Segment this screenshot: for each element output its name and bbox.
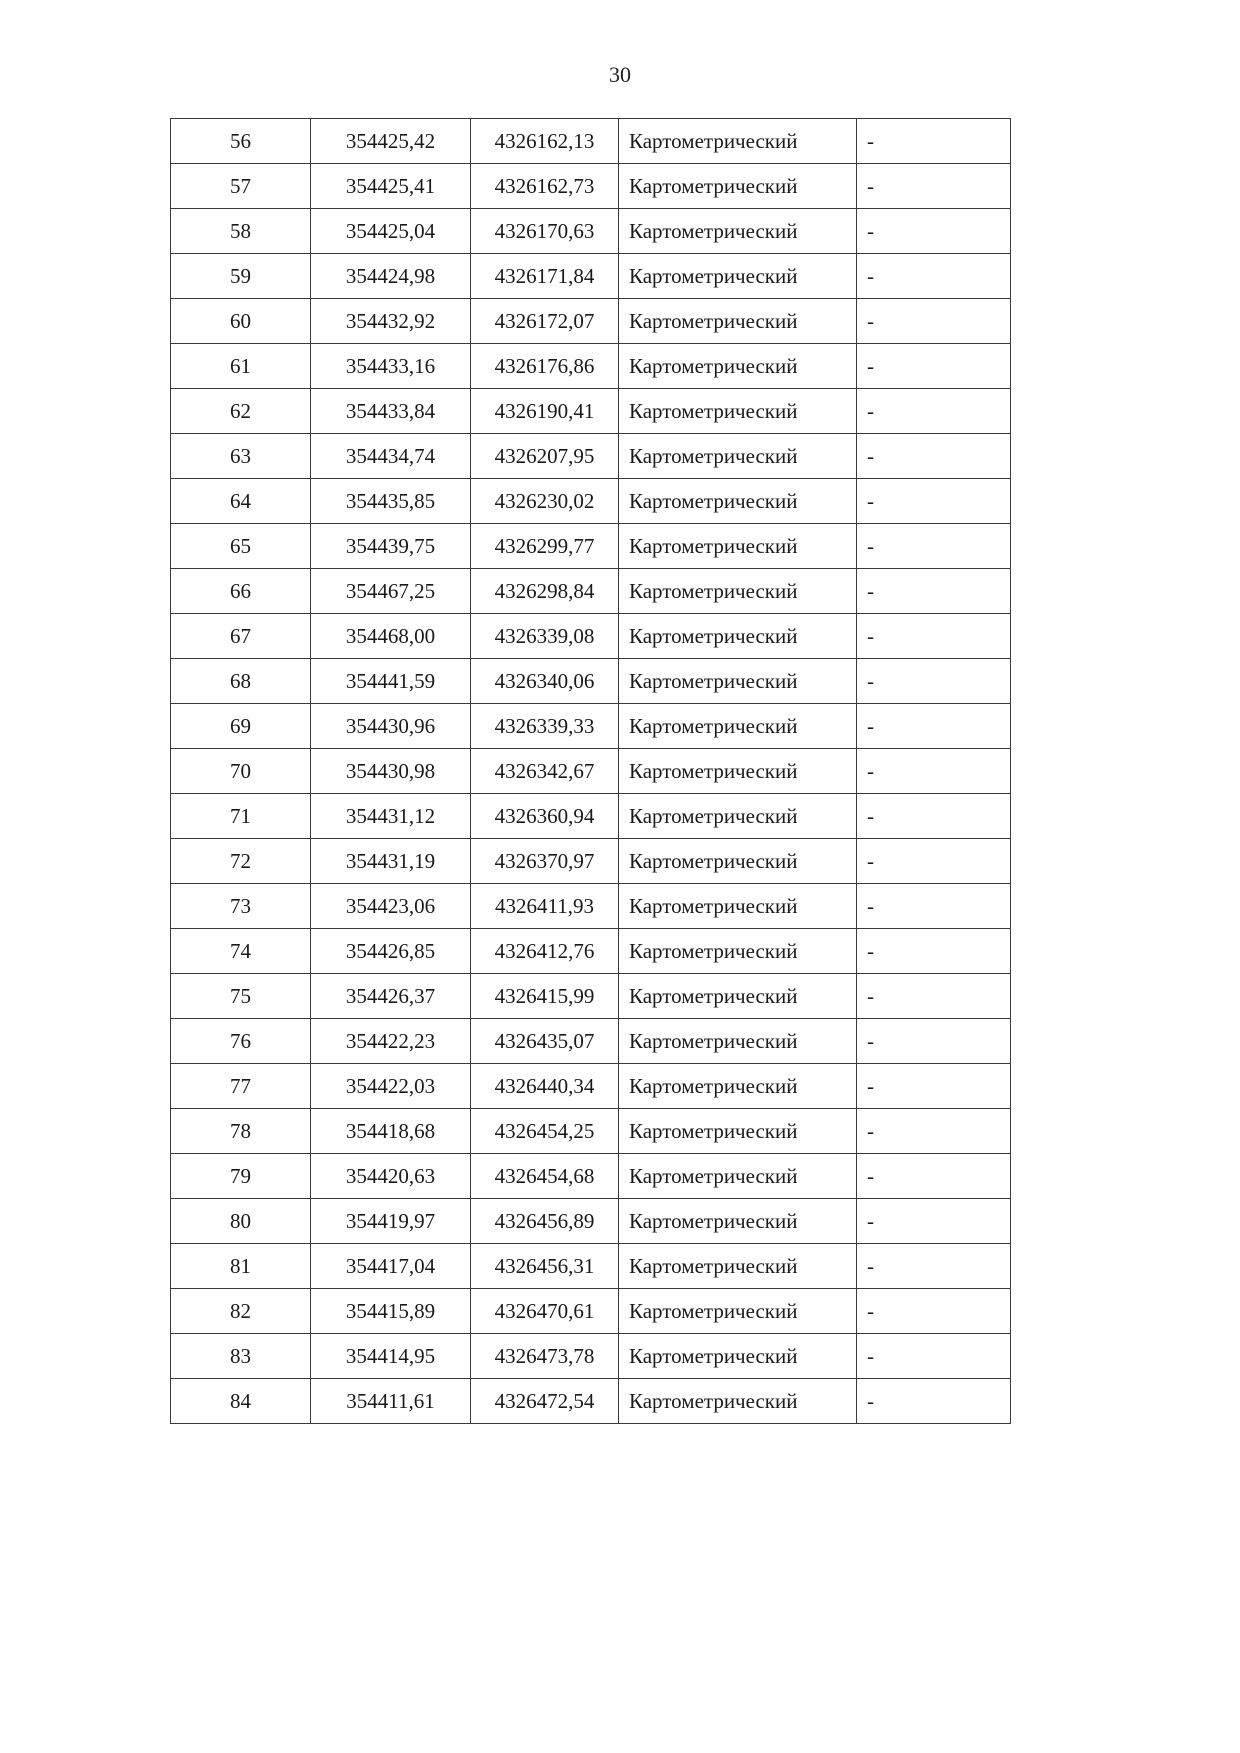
coord-y-cell: 4326456,89	[471, 1199, 619, 1244]
coord-x-cell: 354431,12	[311, 794, 471, 839]
table-row	[171, 929, 1011, 974]
note-cell: -	[857, 794, 1011, 839]
coord-y-cell: 4326470,61	[471, 1289, 619, 1334]
coord-x-cell: 354422,23	[311, 1019, 471, 1064]
coord-y-cell: 4326190,41	[471, 389, 619, 434]
coord-x-cell: 354425,42	[311, 119, 471, 164]
coord-y-cell: 4326473,78	[471, 1334, 619, 1379]
note-cell: -	[857, 659, 1011, 704]
point-number-cell: 78	[171, 1109, 311, 1154]
note-cell: -	[857, 1289, 1011, 1334]
coord-y-cell: 4326411,93	[471, 884, 619, 929]
point-number-cell: 82	[171, 1289, 311, 1334]
coord-y-cell: 4326170,63	[471, 209, 619, 254]
method-cell: Картометрический	[619, 299, 857, 344]
point-number-cell: 75	[171, 974, 311, 1019]
point-number-cell: 72	[171, 839, 311, 884]
coord-x-cell: 354439,75	[311, 524, 471, 569]
table-row	[171, 1019, 1011, 1064]
coord-y-cell: 4326176,86	[471, 344, 619, 389]
coord-x-cell: 354430,96	[311, 704, 471, 749]
coord-y-cell: 4326339,08	[471, 614, 619, 659]
coord-y-cell: 4326340,06	[471, 659, 619, 704]
table-row	[171, 569, 1011, 614]
coord-x-cell: 354415,89	[311, 1289, 471, 1334]
note-cell: -	[857, 209, 1011, 254]
point-number-cell: 71	[171, 794, 311, 839]
coord-y-cell: 4326456,31	[471, 1244, 619, 1289]
note-cell: -	[857, 569, 1011, 614]
method-cell: Картометрический	[619, 1379, 857, 1424]
note-cell: -	[857, 1109, 1011, 1154]
coord-x-cell: 354425,04	[311, 209, 471, 254]
point-number-cell: 66	[171, 569, 311, 614]
coord-x-cell: 354414,95	[311, 1334, 471, 1379]
coord-y-cell: 4326339,33	[471, 704, 619, 749]
note-cell: -	[857, 119, 1011, 164]
method-cell: Картометрический	[619, 1154, 857, 1199]
table-row	[171, 749, 1011, 794]
coord-x-cell: 354431,19	[311, 839, 471, 884]
table-row	[171, 299, 1011, 344]
note-cell: -	[857, 389, 1011, 434]
point-number-cell: 67	[171, 614, 311, 659]
table-row	[171, 1199, 1011, 1244]
coord-y-cell: 4326207,95	[471, 434, 619, 479]
note-cell: -	[857, 749, 1011, 794]
table-row	[171, 344, 1011, 389]
note-cell: -	[857, 254, 1011, 299]
method-cell: Картометрический	[619, 704, 857, 749]
note-cell: -	[857, 299, 1011, 344]
method-cell: Картометрический	[619, 614, 857, 659]
point-number-cell: 65	[171, 524, 311, 569]
coord-y-cell: 4326299,77	[471, 524, 619, 569]
table-row	[171, 1244, 1011, 1289]
table-row	[171, 794, 1011, 839]
page-number: 30	[609, 62, 631, 87]
table-row	[171, 1379, 1011, 1424]
coordinates-table	[170, 118, 1011, 1424]
note-cell: -	[857, 1334, 1011, 1379]
note-cell: -	[857, 974, 1011, 1019]
coord-y-cell: 4326415,99	[471, 974, 619, 1019]
coord-y-cell: 4326370,97	[471, 839, 619, 884]
table-row	[171, 254, 1011, 299]
coord-x-cell: 354468,00	[311, 614, 471, 659]
coord-y-cell: 4326472,54	[471, 1379, 619, 1424]
coord-x-cell: 354467,25	[311, 569, 471, 614]
coord-x-cell: 354434,74	[311, 434, 471, 479]
point-number-cell: 81	[171, 1244, 311, 1289]
table-row	[171, 1334, 1011, 1379]
point-number-cell: 84	[171, 1379, 311, 1424]
table-row	[171, 614, 1011, 659]
note-cell: -	[857, 524, 1011, 569]
method-cell: Картометрический	[619, 974, 857, 1019]
method-cell: Картометрический	[619, 524, 857, 569]
coord-y-cell: 4326171,84	[471, 254, 619, 299]
table-row	[171, 479, 1011, 524]
table-row	[171, 659, 1011, 704]
coord-x-cell: 354424,98	[311, 254, 471, 299]
coord-x-cell: 354417,04	[311, 1244, 471, 1289]
coord-y-cell: 4326162,13	[471, 119, 619, 164]
method-cell: Картометрический	[619, 389, 857, 434]
point-number-cell: 57	[171, 164, 311, 209]
point-number-cell: 77	[171, 1064, 311, 1109]
note-cell: -	[857, 929, 1011, 974]
point-number-cell: 60	[171, 299, 311, 344]
point-number-cell: 62	[171, 389, 311, 434]
note-cell: -	[857, 1019, 1011, 1064]
point-number-cell: 64	[171, 479, 311, 524]
coord-y-cell: 4326360,94	[471, 794, 619, 839]
table-row	[171, 389, 1011, 434]
note-cell: -	[857, 1199, 1011, 1244]
point-number-cell: 58	[171, 209, 311, 254]
method-cell: Картометрический	[619, 344, 857, 389]
point-number-cell: 68	[171, 659, 311, 704]
method-cell: Картометрический	[619, 254, 857, 299]
coord-x-cell: 354430,98	[311, 749, 471, 794]
method-cell: Картометрический	[619, 749, 857, 794]
coord-y-cell: 4326342,67	[471, 749, 619, 794]
coord-x-cell: 354432,92	[311, 299, 471, 344]
coord-x-cell: 354418,68	[311, 1109, 471, 1154]
table-row	[171, 1289, 1011, 1334]
note-cell: -	[857, 479, 1011, 524]
note-cell: -	[857, 839, 1011, 884]
note-cell: -	[857, 164, 1011, 209]
point-number-cell: 69	[171, 704, 311, 749]
point-number-cell: 83	[171, 1334, 311, 1379]
table-row	[171, 1109, 1011, 1154]
table-row	[171, 434, 1011, 479]
point-number-cell: 73	[171, 884, 311, 929]
point-number-cell: 63	[171, 434, 311, 479]
note-cell: -	[857, 1154, 1011, 1199]
table-row	[171, 164, 1011, 209]
coord-y-cell: 4326298,84	[471, 569, 619, 614]
point-number-cell: 56	[171, 119, 311, 164]
table-row	[171, 704, 1011, 749]
coord-x-cell: 354435,85	[311, 479, 471, 524]
coord-x-cell: 354433,84	[311, 389, 471, 434]
method-cell: Картометрический	[619, 479, 857, 524]
point-number-cell: 76	[171, 1019, 311, 1064]
coord-x-cell: 354425,41	[311, 164, 471, 209]
coord-x-cell: 354411,61	[311, 1379, 471, 1424]
method-cell: Картометрический	[619, 1109, 857, 1154]
table-row	[171, 974, 1011, 1019]
coord-x-cell: 354423,06	[311, 884, 471, 929]
coord-x-cell: 354420,63	[311, 1154, 471, 1199]
coord-y-cell: 4326230,02	[471, 479, 619, 524]
method-cell: Картометрический	[619, 569, 857, 614]
coord-y-cell: 4326440,34	[471, 1064, 619, 1109]
method-cell: Картометрический	[619, 1334, 857, 1379]
coord-x-cell: 354441,59	[311, 659, 471, 704]
table-row	[171, 1154, 1011, 1199]
note-cell: -	[857, 344, 1011, 389]
method-cell: Картометрический	[619, 1199, 857, 1244]
method-cell: Картометрический	[619, 839, 857, 884]
note-cell: -	[857, 614, 1011, 659]
coord-x-cell: 354426,85	[311, 929, 471, 974]
coord-x-cell: 354419,97	[311, 1199, 471, 1244]
coord-x-cell: 354426,37	[311, 974, 471, 1019]
note-cell: -	[857, 434, 1011, 479]
note-cell: -	[857, 704, 1011, 749]
table-row	[171, 839, 1011, 884]
coord-x-cell: 354422,03	[311, 1064, 471, 1109]
method-cell: Картометрический	[619, 659, 857, 704]
table-row	[171, 524, 1011, 569]
coordinates-table-body	[171, 119, 1011, 1424]
table-row	[171, 884, 1011, 929]
method-cell: Картометрический	[619, 119, 857, 164]
point-number-cell: 74	[171, 929, 311, 974]
method-cell: Картометрический	[619, 1289, 857, 1334]
coord-y-cell: 4326454,25	[471, 1109, 619, 1154]
method-cell: Картометрический	[619, 929, 857, 974]
method-cell: Картометрический	[619, 794, 857, 839]
method-cell: Картометрический	[619, 1064, 857, 1109]
table-row	[171, 209, 1011, 254]
method-cell: Картометрический	[619, 1019, 857, 1064]
method-cell: Картометрический	[619, 209, 857, 254]
point-number-cell: 61	[171, 344, 311, 389]
coord-y-cell: 4326162,73	[471, 164, 619, 209]
coord-y-cell: 4326412,76	[471, 929, 619, 974]
method-cell: Картометрический	[619, 164, 857, 209]
coord-y-cell: 4326435,07	[471, 1019, 619, 1064]
coord-y-cell: 4326454,68	[471, 1154, 619, 1199]
coord-y-cell: 4326172,07	[471, 299, 619, 344]
note-cell: -	[857, 1064, 1011, 1109]
method-cell: Картометрический	[619, 434, 857, 479]
note-cell: -	[857, 1244, 1011, 1289]
coord-x-cell: 354433,16	[311, 344, 471, 389]
point-number-cell: 59	[171, 254, 311, 299]
table-row	[171, 119, 1011, 164]
point-number-cell: 80	[171, 1199, 311, 1244]
point-number-cell: 70	[171, 749, 311, 794]
table-row	[171, 1064, 1011, 1109]
point-number-cell: 79	[171, 1154, 311, 1199]
method-cell: Картометрический	[619, 884, 857, 929]
method-cell: Картометрический	[619, 1244, 857, 1289]
note-cell: -	[857, 884, 1011, 929]
note-cell: -	[857, 1379, 1011, 1424]
